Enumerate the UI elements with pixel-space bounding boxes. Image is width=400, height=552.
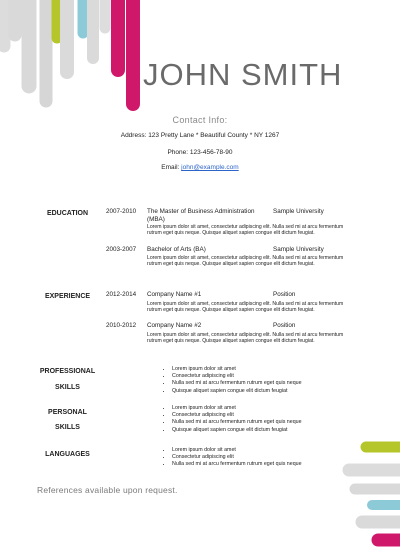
professional-heading-line1: PROFESSIONAL	[39, 368, 96, 375]
education-desc-1: Lorem ipsum dolor sit amet, consectetur adipiscing elit. Nulla sed mi at arcu fermentum rutrum eget quis neque. Quisque aliquet sapien congue elit dictum feugiat.	[147, 224, 344, 237]
experience-years-1: 2012-2014	[106, 291, 137, 298]
experience-org-1: Position	[273, 291, 296, 298]
list-item: • Quisque aliquet sapien congue elit dictum feugiat	[172, 427, 302, 434]
personal-skills-list	[160, 405, 302, 434]
experience-org-2: Position	[273, 322, 296, 329]
personal-skills-heading	[30, 406, 105, 434]
education-heading: EDUCATION	[46, 210, 89, 217]
email-label: Email:	[161, 164, 180, 171]
languages-heading: LANGUAGES	[45, 451, 90, 458]
bottom-paint-drips	[340, 437, 400, 552]
experience-heading: EXPERIENCE	[44, 293, 91, 300]
email-link[interactable]: john@example.com	[181, 164, 239, 171]
top-paint-drips	[0, 0, 150, 115]
list-item: • Consectetur adipiscing elit	[172, 412, 302, 419]
list-item: • Quisque aliquet sapien congue elit dictum feugiat	[172, 388, 302, 395]
list-item: • Consectetur adipiscing elit	[172, 454, 302, 461]
experience-desc-1: Lorem ipsum dolor sit amet, consectetur adipiscing elit. Nulla sed mi at arcu fermentum rutrum eget quis neque. Quisque aliquet sapien congue elit dictum feugiat.	[147, 301, 344, 314]
list-item: • Nulla sed mi at arcu fermentum rutrum eget quis neque	[172, 380, 302, 387]
contact-phone: Phone: 123-456-78-90	[167, 149, 233, 156]
education-desc-2: Lorem ipsum dolor sit amet, consectetur adipiscing elit. Nulla sed mi at arcu fermentum rutrum eget quis neque. Quisque aliquet sapien congue elit dictum feugiat.	[147, 255, 344, 268]
candidate-name: JOHN SMITH	[143, 57, 343, 92]
list-item: • Nulla sed mi at arcu fermentum rutrum eget quis neque	[172, 461, 302, 468]
list-item: • Lorem ipsum dolor sit amet	[172, 447, 302, 454]
experience-title-2: Company Name #2	[147, 322, 202, 329]
contact-heading: Contact Info:	[172, 115, 228, 125]
education-years-2: 2003-2007	[106, 246, 137, 253]
education-title-2: Bachelor of Arts (BA)	[147, 246, 206, 253]
personal-heading-line2: SKILLS	[55, 424, 80, 431]
languages-list	[160, 447, 302, 469]
education-org-1: Sample University	[273, 208, 324, 215]
education-title-1: The Master of Business Administration (MBA)	[147, 208, 255, 223]
experience-desc-2: Lorem ipsum dolor sit amet, consectetur adipiscing elit. Nulla sed mi at arcu fermentum rutrum eget quis neque. Quisque aliquet sapien congue elit dictum feugiat.	[147, 332, 344, 345]
experience-years-2: 2010-2012	[106, 322, 137, 329]
education-years-1: 2007-2010	[106, 208, 137, 215]
list-item: • Lorem ipsum dolor sit amet	[172, 405, 302, 412]
professional-skills-list	[160, 366, 302, 395]
contact-email-row	[0, 164, 400, 171]
education-org-2: Sample University	[273, 246, 324, 253]
personal-heading-line1: PERSONAL	[48, 409, 87, 416]
list-item: • Lorem ipsum dolor sit amet	[172, 366, 302, 373]
professional-skills-heading	[30, 365, 105, 394]
references-note: References available upon request.	[37, 485, 178, 495]
list-item: • Consectetur adipiscing elit	[172, 373, 302, 380]
list-item: • Nulla sed mi at arcu fermentum rutrum eget quis neque	[172, 419, 302, 426]
contact-address: Address: 123 Pretty Lane * Beautiful County * NY 1267	[120, 132, 280, 139]
professional-heading-line2: SKILLS	[55, 384, 80, 391]
experience-title-1: Company Name #1	[147, 291, 202, 298]
